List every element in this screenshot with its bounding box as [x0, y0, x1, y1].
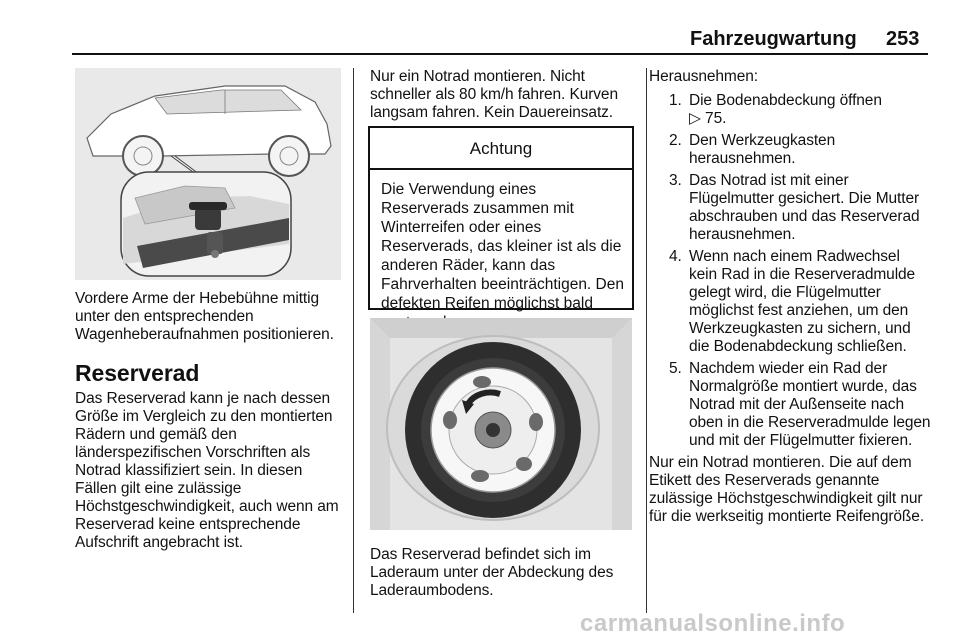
- warning-title: Achtung: [370, 128, 632, 170]
- list-item: 5. Nachdem wieder ein Rad der Normalgröße montiert wurde, das Notrad mit der Außenseite nach oben in die Reserveradmulde legen und mit der Flügelmutter fixieren.: [669, 360, 931, 449]
- lift-caption: Vordere Arme der Hebebühne mittig unter den entsprechenden Wagenheberaufnahmen positionieren.: [75, 290, 334, 343]
- page-reference-icon: ▷: [689, 110, 701, 127]
- column-left: [75, 290, 341, 552]
- emergency-wheel-intro: Nur ein Notrad montieren. Nicht schneller als 80 km/h fahren. Kurven langsam fahren. Kein Dauereinsatz.: [370, 68, 618, 121]
- list-item: 2. Den Werkzeugkasten herausnehmen.: [669, 132, 836, 167]
- warning-box: [368, 126, 634, 310]
- column-divider-right: [646, 68, 647, 613]
- column-middle: [370, 68, 632, 122]
- list-item: 3. Das Notrad ist mit einer Flügelmutter gesichert. Die Mutter abschrauben und das Reserverad herausnehmen.: [669, 172, 920, 243]
- header-divider: [72, 53, 928, 55]
- closing-paragraph: Nur ein Notrad montieren. Die auf dem Etikett des Reserverads genannte zulässige Höchstgeschwindigkeit gilt nur für die werkseitig montierte Reifengröße.: [649, 454, 925, 525]
- spare-wheel-illustration: [370, 318, 632, 530]
- removal-steps: [649, 92, 931, 450]
- spare-wheel-caption-block: [370, 546, 632, 600]
- spare-wheel-paragraph: Das Reserverad kann je nach dessen Größe im Vergleich zu den montierten Rädern und gemäß den länderspezifischen Vorschriften als Notrad klassifiziert sein. In diesen Fällen gilt eine zulässige Höchstgeschwindigkeit, auch wenn am Reserverad keine entsprechende Aufschrift angebracht ist.: [75, 390, 339, 551]
- spare-wheel-caption: Das Reserverad befindet sich im Laderaum unter der Abdeckung des Laderaumbodens.: [370, 546, 614, 599]
- warning-text: Die Verwendung eines Reserverads zusammen mit Winterreifen oder eines Reserverads, das kleiner ist als die anderen Räder, kann das Fahrverhalten beeinträchtigen. Den defekten Reifen möglichst bald: [381, 181, 624, 312]
- watermark: carmanualsonline.info: [580, 610, 846, 637]
- page-reference[interactable]: 75.: [705, 110, 727, 127]
- page-header-title: Fahrzeugwartung: [690, 28, 857, 50]
- column-right: [649, 68, 931, 526]
- section-heading: Reserverad: [75, 360, 200, 386]
- column-divider-left: [353, 68, 354, 613]
- list-item: 4. Wenn nach einem Radwechsel kein Rad in die Reserveradmulde gelegt wird, die Flügelmutter möglichst fest anziehen, um den Werkzeugkasten zu sichern, und die Bodenabdeckung schließen.: [669, 248, 916, 355]
- list-item: 1. Die Bodenabdeckung öffnen ▷ 75.: [669, 92, 882, 127]
- page-number: 253: [886, 28, 920, 50]
- removal-heading: Herausnehmen:: [649, 68, 758, 85]
- car-lift-illustration: [75, 68, 341, 280]
